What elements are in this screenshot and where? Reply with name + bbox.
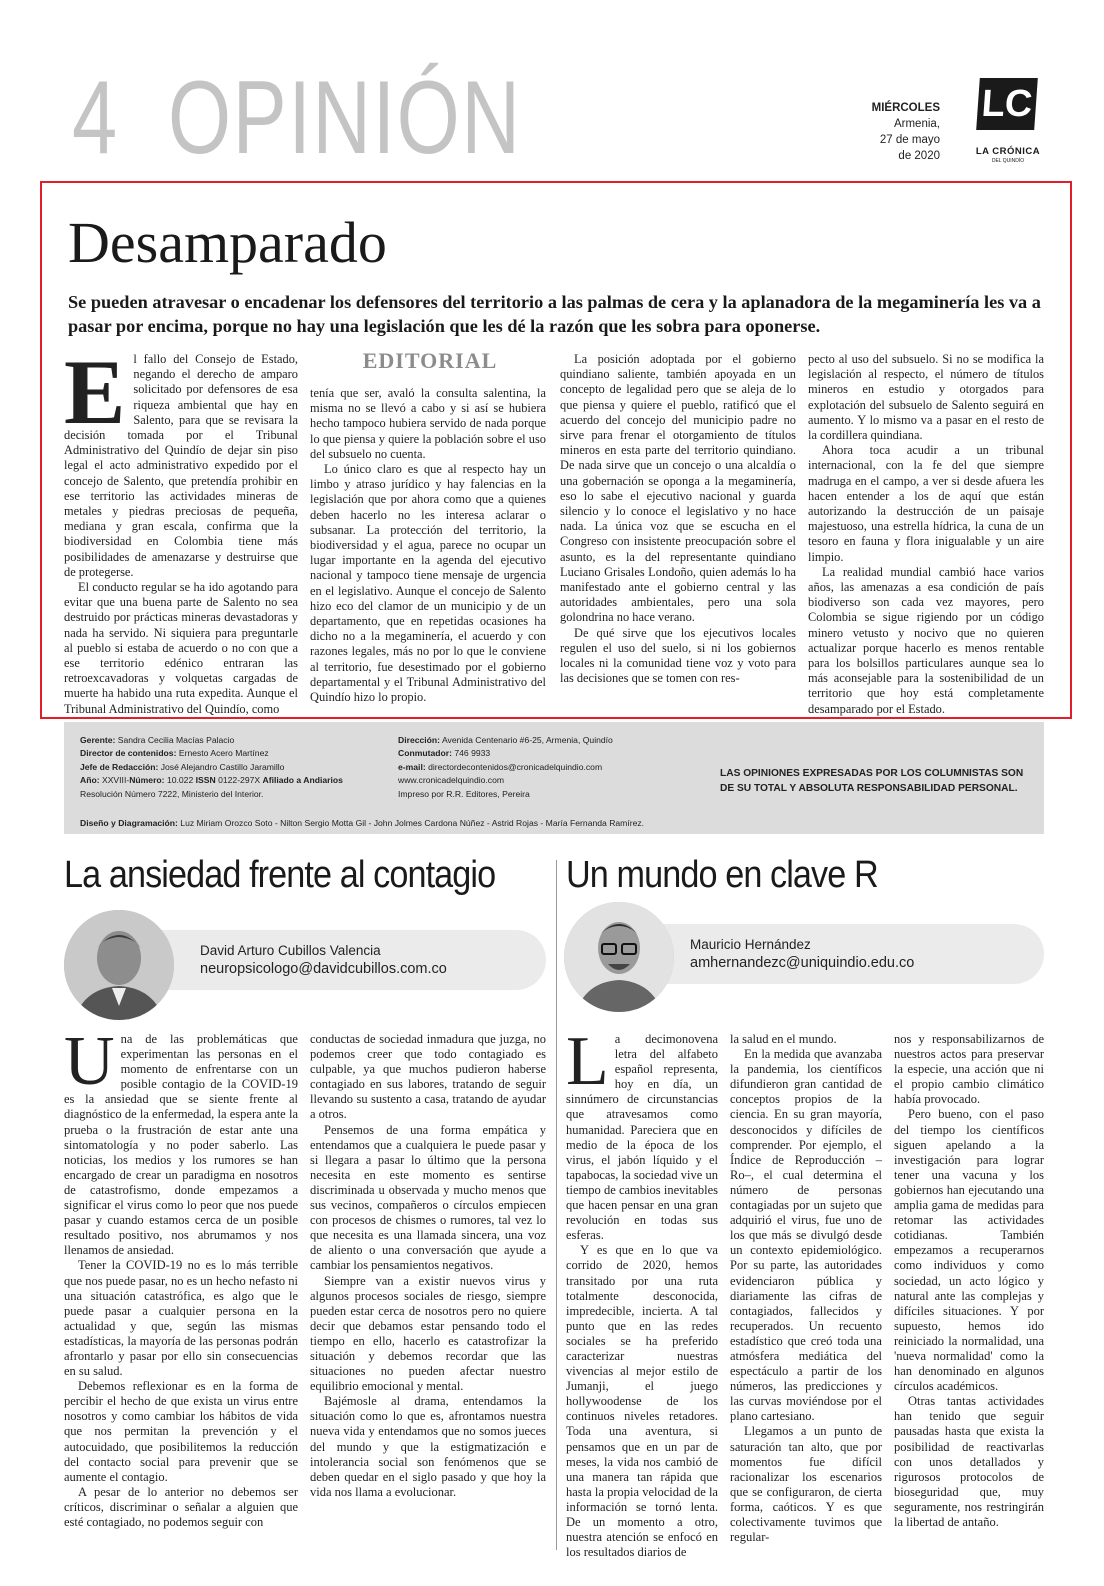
editorial-lead: Se pueden atravesar o encadenar los defensores del territorio a las palmas de cera y la aplanadora de la megaminería les va a pasar por encima, porque no hay una legislación que les dé la razón que les sobra para oponerse.: [68, 292, 1041, 336]
date-block: [848, 100, 940, 164]
column-paragraph: Llegamos a un punto de saturación tan alto, que por momentos fue difícil racionalizar los escenarios que se configuraron, de cierta forma, caóticos. Y es que colectivamente tuvimos que regular-: [730, 1424, 882, 1545]
masthead-email-link[interactable]: directordecontenidos@cronicadelquindio.com: [428, 761, 603, 772]
column-paragraph: la salud en el mundo.: [730, 1032, 837, 1046]
masthead-design-credits: Diseño y Diagramación: Luz Miriam Orozco Soto - Nilton Sergio Motta Gil - John Jolmes Cardona Núñez - Astrid Rojas - María Fernanda Ramírez.: [80, 818, 645, 828]
editorial-paragraph: Lo único claro es que al respecto hay un limbo y atraso jurídico y hay falencias en la legislación que por ahora como que a quienes deben hacerlo no les interesa aclarar o subsanar. La protección del territorio, la biodiversidad y el agua, parece no ocupar un lugar importante en la agenda del ejecutivo nacional y tampoco tiene mensaje de urgencia en el legislativo. Aunque el concejo de Salento hizo eco del clamor de un municipio y de un departamento, que en repetidas ocasiones ha dicho no a la megaminería, el acuerdo y con razones legales, más no por lo que le conviene al territorio, fue desestimado por el gobierno departamental y el Tribunal Administrativo del Quindío hizo lo propio.: [310, 462, 546, 705]
editorial-column-3: [560, 352, 796, 686]
author-1-photo: [64, 910, 174, 1020]
editorial-title: Desamparado: [68, 210, 387, 275]
column-paragraph: a decimonovena letra del alfabeto español representa, hoy en día, un sinnúmero de circunstancias que atravesamos como humanidad. Pareciera que en medio de la época de los virus, el jabón líquido y el tapabocas, la sociedad vive un tiempo de cambios inevitables que hacen pensar en una gran revolución en todas sus esferas.: [566, 1032, 718, 1243]
editorial-paragraph: De qué sirve que los ejecutivos locales regulen el uso del suelo, si ni los gobiernos locales ni la comunidad tiene voz y voto para las decisiones que se tomen con res-: [560, 625, 796, 686]
column-divider: [556, 860, 557, 1550]
editorial-paragraph: tenía que ser, avaló la consulta salentina, la misma no se llevó a cabo y si así se hubiera hecho tampoco hubiera servido de nada porque lo que piensa y quiere la población sobre el uso del subsuelo no cuenta.: [310, 386, 546, 461]
date-year: de 2020: [898, 150, 940, 162]
column-paragraph: Tener la COVID-19 no es lo más terrible que nos puede pasar, no es un hecho nefasto ni una situación catastrófica, es algo que le puede pasar a cualquier persona en la actualidad y que, según las mismas estadísticas, la mayoría de las personas podrán afrontarlo y pasar por ello sin consecuencias en su salud.: [64, 1258, 298, 1379]
column-1-text-a: [64, 1023, 298, 1530]
column-paragraph: Bajémosle al drama, entendamos la situación como lo que es, afrontamos nuestra nueva vida y entendamos que no somos jueces del mundo y que la estigmatización e intolerancia social son fenómenos que se deben quedar en el siglo pasado y que hoy la vida nos llama a evolucionar.: [310, 1394, 546, 1499]
editorial-paragraph: El conducto regular se ha ido agotando para evitar que una buena parte de Salento no sea destruido por prácticas mineras devastadoras y nada ha servido. Ni siquiera para preguntarle al pueblo si estaba de acuerdo o no con que a ese territorio edénico entraran las retroexcavadoras y volquetas cargadas de muerte ha habido una ruta expedita. Aunque el Tribunal Administrativo del Quindío, como: [64, 580, 298, 716]
column-paragraph: conductas de sociedad inmadura que juzga, no podemos creer que todo contagiado es culpable, ya que muchos pudieron haberse contagiado en sus labores, tratando de seguir llevando su sustento a casa, tratando de ayudar a otros.: [310, 1032, 546, 1122]
column-1-title: La ansiedad frente al contagio: [64, 854, 496, 896]
author-2-info: [690, 935, 914, 973]
masthead-staff: Gerente: Sandra Cecilia Macías Palacio Director de contenidos: Ernesto Acero Martínez Jefe de Redacción: José Alejandro Castillo Jaramillo Año: XXVIII-Número: 10.022 ISSN 0122-297X Afiliado a Andiarios Resolución Número 7222, Ministerio del Interior.: [80, 735, 343, 799]
author-1-info: [200, 941, 447, 979]
column-2-text-c: [894, 1032, 1044, 1530]
column-1-dropcap: U: [64, 1023, 115, 1100]
column-paragraph: En la medida que avanzaba la pandemia, los científicos difundieron gran cantidad de conceptos propios de la ciencia. En su gran mayoría, desconocidos y difíciles de comprender. Por ejemplo, el Índice de Reproducción –Ro–, el cual determina el número de personas contagiadas por un sujeto que adquirió el virus, fue uno de los que más se divulgó desde un contexto epidemiológico. Por su parte, las autoridades evidenciaron pública y diariamente las cifras de contagiados, fallecidos y recuperados. Un recuento estadístico que creó toda una atmósfera mediática del espectáculo a partir de los números, las predicciones y las curvas moviéndose por el plano cartesiano.: [730, 1047, 882, 1424]
editorial-label: EDITORIAL: [362, 348, 498, 373]
column-paragraph: nos y responsabilizarnos de nuestros actos para preservar la especie, una acción que ni el propio cambio climático había provocado.: [894, 1032, 1044, 1107]
masthead-contact: Dirección: Avenida Centenario #6-25, Armenia, Quindío Conmutador: 746 9933 e-mail: directordecontenidos@cronicadelquindio.com www.cronicadelquindio.com Impreso por R.R. Editores, Pereira: [398, 734, 698, 801]
author-1-name: David Arturo Cubillos Valencia: [200, 943, 381, 958]
editorial-column-2: [310, 386, 546, 705]
editorial-paragraph: La realidad mundial cambió hace varios años, las amenazas a esa condición de país biodiverso son cada vez mayores, pero Colombia se sigue rigiendo por un código minero vetusto y nocivo que no quieren actualizar porque hacerlo es menos rentable para los bolsillos particulares aunque sea lo más aconsejable para la sostenibilidad de un territorio que hoy está completamente desamparado por el Estado.: [808, 564, 1044, 716]
editorial-paragraph: l fallo del Consejo de Estado, negando el derecho de amparo solicitado por defensores de esa riqueza ambiental que hay en Salento, para que se revisara la decisión tomada por el Tribunal Administrativo del Quindío de dejar sin piso legal el acto administrativo expedido por el concejo de Salento, que pretendía prohibir en ese territorio las actividades mineras de metales y piedras preciosas de pequeña, mediana y gran escala, confirma que la biodiversidad en Colombia tiene más posibilidades de amenazarse y destruirse que de protegerse.: [64, 352, 298, 579]
column-2-text-b: [730, 1032, 882, 1545]
column-paragraph: na de las problemáticas que experimentan las personas en el momento de enfrentarse con un posible contagio de la COVID-19 es la ansiedad que se siente frente al diagnóstico de la enfermedad, la espera ante la prueba o la frustración de estar ante una sintomatología y no poder saberlo. Las noticias, los medios y los rumores se han encargado de crear un paradigma en nosotros de catastrofismo, donde empezamos a significar el virus como lo peor que nos puede pasar y cuando estamos cerca de un posible resultado positivo, nos abrumamos y nos llenamos de ansiedad.: [64, 1032, 298, 1258]
column-paragraph: Pensemos de una forma empática y entendamos que a cualquiera le puede pasar y si llegara a pasar lo último que la persona necesita en este momento es sentirse discriminada u observada y mucho menos que sus vecinos, compañeros o círculos empiecen con procesos de chismes o rumores, tal vez lo que necesita es una llamada sincera, una voz de aliento o una conversación que ayude a cambiar los pensamientos negativos.: [310, 1122, 546, 1273]
editorial-paragraph: La posición adoptada por el gobierno quindiano saliente, también apoyada en un concepto de legalidad pero que se aleja de lo que piensa y quiere el pueblo, ratificó que el acuerdo del concejo del municipio padre no sirve para frenar el otorgamiento de títulos mineros en esta parte del territorio quindiano. De nada sirve que un concejo o una alcaldía o una gobernación se oponga a la megaminería, eso lo sabe el ejecutivo nacional y guarda silencio y lo conoce el legislativo y no hace nada. La única voz que se escucha en el Congreso con insistente preocupación sobre el asunto, es la del representante quindiano Luciano Grisales Londoño, quien además lo ha manifestado ante el gobierno central y las autoridades ambientales, pero una sola golondrina no hace verano.: [560, 352, 796, 625]
date-city: Armenia,: [893, 118, 940, 130]
editorial-dropcap: E: [64, 341, 126, 443]
page-number: 4: [72, 60, 118, 176]
column-paragraph: A pesar de lo anterior no debemos ser críticos, discriminar o señalar a alguien que esté contagiado, no podemos seguir con: [64, 1484, 298, 1529]
column-paragraph: Siempre van a existir nuevos virus y algunos procesos sociales de riesgo, siempre pueden estar cerca de nosotros pero no quiere decir que debamos estar pensando todo el tiempo en ello, hacerlo es catastrofizar la situación y debemos recordar que las situaciones no pueden afectar nuestro equilibrio emocional y mental.: [310, 1273, 546, 1394]
editorial-column-1: [64, 341, 298, 717]
newspaper-subname: DEL QUINDÍO: [991, 158, 1025, 164]
column-paragraph: Y es que en lo que va corrido de 2020, hemos transitado por una ruta totalmente desconocida, impredecible, incierta. A tal punto que en las redes sociales se ha preferido caracterizar nuestras vivencias al mejor estilo de Jumanji, el juego hollywoodense de los continuos niveles retadores. Toda una aventura, si pensamos que en un par de meses, la vida nos cambió de una manera tan rápida que hasta la propia velocidad de la información se tornó lenta. De un momento a otro, nuestra atención se enfocó en los resultados diarios de: [566, 1243, 718, 1560]
masthead-disclaimer: LAS OPINIONES EXPRESADAS POR LOS COLUMNISTAS SON DE SU TOTAL Y ABSOLUTA RESPONSABILIDAD PERSONAL.: [720, 768, 1024, 794]
editorial-column-4: [808, 352, 1044, 717]
column-2-title: Un mundo en clave R: [566, 854, 878, 896]
newspaper-name: LA CRÓNICA: [975, 146, 1041, 157]
editorial-paragraph: pecto al uso del subsuelo. Si no se modifica la legislación al respecto, el número de títulos mineros en estudio y otorgados para explotación del subsuelo de Salento seguirá en aumento. Y lo mismo va a pasar en el resto de la cordillera quindiana.: [808, 352, 1044, 443]
newspaper-logo: LC: [976, 78, 1038, 130]
date-day-month: 27 de mayo: [879, 134, 940, 146]
author-2-email[interactable]: amhernandezc@uniquindio.edu.co: [690, 955, 915, 971]
column-paragraph: Otras tantas actividades han tenido que seguir pausadas hasta que exista la posibilidad de reactivarlas con unos detallados y rigurosos protocolos de bioseguridad que, muy seguramente, nos restringirán la libertad de antaño.: [894, 1394, 1044, 1529]
column-2-dropcap: L: [566, 1023, 609, 1100]
masthead-web-link[interactable]: www.cronicadelquindio.com: [398, 775, 505, 786]
column-2-text-a: [566, 1023, 718, 1560]
author-2-photo: [564, 902, 674, 1012]
author-2-name: Mauricio Hernández: [690, 937, 811, 952]
section-title: OPINIÓN: [168, 60, 522, 176]
date-day: MIÉRCOLES: [871, 102, 940, 114]
column-1-text-b: [310, 1032, 546, 1500]
editorial-paragraph: Ahora toca acudir a un tribunal internacional, con la fe del que siempre madruga en el campo, a ver si desde afuera les hacen entender a los de aquí que están autorizando la destrucción de un paisaje majestuoso, una estrella hídrica, la cuna de un tesoro en fauna y flora inigualable y un aire limpio.: [808, 443, 1044, 564]
author-1-email[interactable]: neuropsicologo@davidcubillos.com.co: [200, 961, 447, 977]
column-paragraph: Debemos reflexionar es en la forma de percibir el hecho de que exista un virus entre nosotros y como cambiar los hábitos de vida que nos permitan la prevención y el autocuidado, que posibilitemos la reducción del contacto social para prevenir que se aumente el contagio.: [64, 1379, 298, 1484]
column-paragraph: Pero bueno, con el paso del tiempo los científicos siguen apelando a la investigación para lograr tener una vacuna y los gobiernos han ejecutando una amplia gama de medidas para retomar las actividades cotidianas. También empezamos a recuperarnos como individuos y como sociedad, un acto lógico y natural ante las complejas y difíciles situaciones. Y por supuesto, hemos ido reiniciado la normalidad, una 'nueva normalidad' como la han denominado en algunos círculos académicos.: [894, 1107, 1044, 1394]
